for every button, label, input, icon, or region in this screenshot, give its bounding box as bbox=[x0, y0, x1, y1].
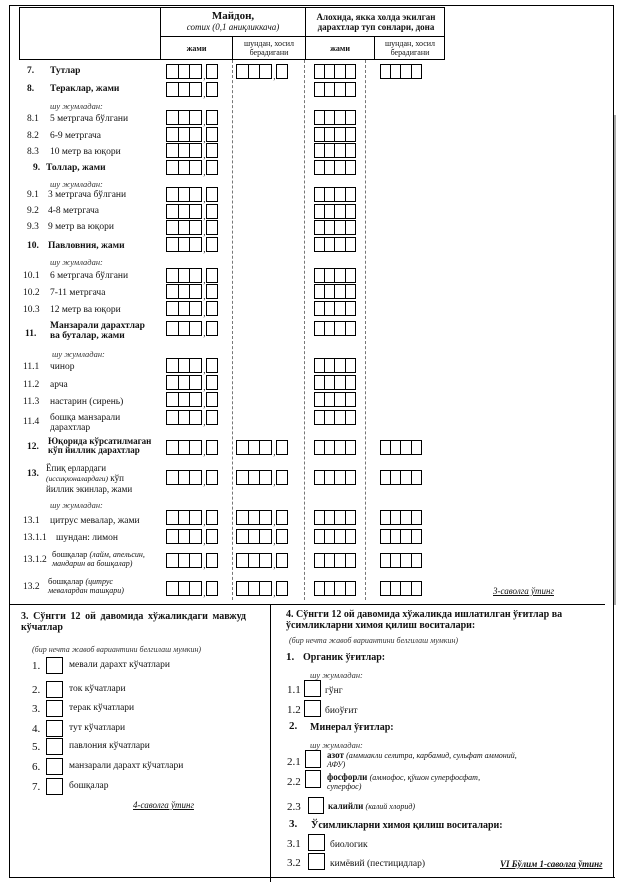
decimal-digit-box[interactable] bbox=[206, 358, 218, 373]
area-total-input[interactable] bbox=[166, 127, 218, 142]
row-label: чинор bbox=[50, 362, 75, 372]
digit-box[interactable] bbox=[189, 553, 202, 568]
decimal-comma: , bbox=[273, 536, 276, 546]
row-label: цитрус мевалар, жами bbox=[50, 516, 140, 526]
q3-option-checkbox[interactable] bbox=[46, 657, 63, 674]
row-label: шундан: лимон bbox=[56, 533, 118, 543]
checkbox-manure[interactable] bbox=[304, 680, 321, 697]
trees-total-input[interactable] bbox=[314, 410, 356, 425]
trees-total-input[interactable] bbox=[314, 143, 356, 158]
row-label: 6 метргача бўлгани bbox=[50, 271, 129, 281]
decimal-comma: , bbox=[203, 588, 206, 598]
decimal-digit-box[interactable] bbox=[206, 110, 218, 125]
digit-box[interactable] bbox=[345, 237, 357, 252]
area-total-input[interactable] bbox=[166, 510, 218, 525]
decimal-digit-box[interactable] bbox=[206, 64, 218, 79]
trees-total-input[interactable] bbox=[314, 321, 356, 336]
decimal-digit-box[interactable] bbox=[206, 470, 218, 485]
area-total-input[interactable] bbox=[166, 110, 218, 125]
decimal-digit-box[interactable] bbox=[206, 160, 218, 175]
area-total-input[interactable] bbox=[166, 553, 218, 568]
decimal-comma: , bbox=[273, 517, 276, 527]
goto-q4-link[interactable]: 4-саволга ўтинг bbox=[133, 800, 194, 810]
row-label: арча bbox=[50, 380, 68, 390]
decimal-digit-box[interactable] bbox=[206, 510, 218, 525]
trees-total-input[interactable] bbox=[314, 510, 356, 525]
option-number: 3. bbox=[32, 703, 41, 715]
digit-box[interactable] bbox=[189, 301, 202, 316]
digit-box[interactable] bbox=[189, 321, 202, 336]
decimal-comma: , bbox=[203, 560, 206, 570]
digit-box[interactable] bbox=[189, 510, 202, 525]
decimal-comma: , bbox=[203, 365, 206, 375]
q3-note: (бир нечта жавоб вариантини белгилаш мумкин) bbox=[32, 645, 202, 654]
row-label: бошқалар (лайм, апельсин, мандарин ва бошқалар) bbox=[52, 549, 145, 568]
option-number: 6. bbox=[32, 761, 41, 773]
area-total-input[interactable] bbox=[166, 220, 218, 235]
trees-fruiting-input[interactable] bbox=[380, 529, 422, 544]
trees-total-input[interactable] bbox=[314, 82, 356, 97]
area-total-input[interactable] bbox=[166, 321, 218, 336]
trees-total-input[interactable] bbox=[314, 529, 356, 544]
col-trees-fruiting: шундан, хосил берадигани bbox=[384, 39, 436, 57]
decimal-comma: , bbox=[203, 536, 206, 546]
decimal-digit-box[interactable] bbox=[276, 529, 288, 544]
row-label: Тутлар bbox=[50, 66, 81, 76]
area-fruiting-input[interactable] bbox=[236, 440, 288, 455]
table-header bbox=[19, 7, 445, 60]
row-label: Тераклар, жами bbox=[50, 84, 120, 94]
digit-box[interactable] bbox=[345, 553, 357, 568]
option-number: 5. bbox=[32, 741, 41, 753]
option-label: тут кўчатлари bbox=[69, 723, 126, 733]
goto-q3-link[interactable]: 3-саволга ўтинг bbox=[493, 586, 554, 596]
decimal-comma: , bbox=[203, 211, 206, 221]
trees-total-input[interactable] bbox=[314, 160, 356, 175]
area-fruiting-input[interactable] bbox=[236, 510, 288, 525]
option-number: 4. bbox=[32, 723, 41, 735]
area-total-input[interactable] bbox=[166, 358, 218, 373]
area-title: Майдон, bbox=[211, 10, 255, 22]
decimal-comma: , bbox=[203, 227, 206, 237]
digit-box[interactable] bbox=[411, 553, 423, 568]
option-number: 2. bbox=[32, 684, 41, 696]
digit-box[interactable] bbox=[345, 375, 357, 390]
decimal-digit-box[interactable] bbox=[206, 204, 218, 219]
digit-box[interactable] bbox=[259, 64, 272, 79]
digit-box[interactable] bbox=[259, 529, 272, 544]
digit-box[interactable] bbox=[345, 301, 357, 316]
digit-box[interactable] bbox=[345, 358, 357, 373]
decimal-comma: , bbox=[203, 117, 206, 127]
digit-box[interactable] bbox=[189, 187, 202, 202]
area-total-input[interactable] bbox=[166, 470, 218, 485]
decimal-digit-box[interactable] bbox=[206, 553, 218, 568]
decimal-digit-box[interactable] bbox=[276, 64, 288, 79]
trees-total-input[interactable] bbox=[314, 440, 356, 455]
decimal-digit-box[interactable] bbox=[206, 392, 218, 407]
digit-box[interactable] bbox=[189, 529, 202, 544]
trees-fruiting-input[interactable] bbox=[380, 510, 422, 525]
decimal-digit-box[interactable] bbox=[206, 268, 218, 283]
trees-total-input[interactable] bbox=[314, 204, 356, 219]
q4-protection-title: Ўсимликларни химоя қилиш воситалари: bbox=[311, 820, 503, 831]
decimal-digit-box[interactable] bbox=[206, 127, 218, 142]
decimal-comma: , bbox=[203, 517, 206, 527]
area-total-input[interactable] bbox=[166, 268, 218, 283]
trees-total-input[interactable] bbox=[314, 301, 356, 316]
row-label: 4-8 метргача bbox=[48, 206, 100, 216]
trees-total-input[interactable] bbox=[314, 187, 356, 202]
row-label: Ёпиқ ерлардаги (иссиқхоналардаги) кўп йиллик экинлар, жами bbox=[46, 463, 133, 494]
q3-option-checkbox[interactable] bbox=[46, 778, 63, 795]
row-label: 10 метр ва юқори bbox=[50, 147, 121, 157]
digit-box[interactable] bbox=[345, 529, 357, 544]
digit-box[interactable] bbox=[345, 82, 357, 97]
decimal-digit-box[interactable] bbox=[276, 470, 288, 485]
trees-fruiting-input[interactable] bbox=[380, 440, 422, 455]
decimal-comma: , bbox=[273, 477, 276, 487]
digit-box[interactable] bbox=[189, 470, 202, 485]
digit-box[interactable] bbox=[189, 392, 202, 407]
trees-total-input[interactable] bbox=[314, 553, 356, 568]
digit-box[interactable] bbox=[411, 470, 423, 485]
digit-box[interactable] bbox=[345, 187, 357, 202]
option-label: ток кўчатлари bbox=[69, 684, 126, 694]
trees-total-input[interactable] bbox=[314, 392, 356, 407]
decimal-digit-box[interactable] bbox=[206, 284, 218, 299]
q3-option-checkbox[interactable] bbox=[46, 681, 63, 698]
decimal-digit-box[interactable] bbox=[206, 237, 218, 252]
row-label: бошқалар (цитрус мевалардан ташқари) bbox=[48, 576, 124, 595]
decimal-comma: , bbox=[203, 244, 206, 254]
area-total-input[interactable] bbox=[166, 204, 218, 219]
digit-box[interactable] bbox=[345, 268, 357, 283]
area-fruiting-input[interactable] bbox=[236, 553, 288, 568]
checkbox-chemical[interactable] bbox=[308, 853, 325, 870]
q3-option-checkbox[interactable] bbox=[46, 758, 63, 775]
digit-box[interactable] bbox=[411, 64, 423, 79]
digit-box[interactable] bbox=[345, 321, 357, 336]
decimal-digit-box[interactable] bbox=[206, 321, 218, 336]
digit-box[interactable] bbox=[345, 440, 357, 455]
row-label: бошқа манзарали дарахтлар bbox=[50, 413, 121, 433]
digit-box[interactable] bbox=[345, 510, 357, 525]
trees-total-input[interactable] bbox=[314, 220, 356, 235]
trees-fruiting-input[interactable] bbox=[380, 553, 422, 568]
digit-box[interactable] bbox=[345, 392, 357, 407]
q3-option-checkbox[interactable] bbox=[46, 700, 63, 717]
checkbox-nitrogen[interactable] bbox=[305, 750, 321, 768]
area-fruiting-input[interactable] bbox=[236, 529, 288, 544]
digit-box[interactable] bbox=[189, 440, 202, 455]
trees-total-input[interactable] bbox=[314, 110, 356, 125]
digit-box[interactable] bbox=[189, 284, 202, 299]
digit-box[interactable] bbox=[189, 581, 202, 596]
decimal-digit-box[interactable] bbox=[206, 187, 218, 202]
area-fruiting-input[interactable] bbox=[236, 470, 288, 485]
decimal-comma: , bbox=[203, 134, 206, 144]
trees-total-input[interactable] bbox=[314, 581, 356, 596]
decimal-comma: , bbox=[203, 477, 206, 487]
q3-option-checkbox[interactable] bbox=[46, 738, 63, 755]
row-label: Юқорида кўрсатилмаган кўп йиллик дарахтлар bbox=[48, 436, 152, 455]
digit-box[interactable] bbox=[345, 284, 357, 299]
digit-box[interactable] bbox=[189, 143, 202, 158]
decimal-comma: , bbox=[273, 71, 276, 81]
decimal-comma: , bbox=[203, 167, 206, 177]
digit-box[interactable] bbox=[259, 510, 272, 525]
trees-total-input[interactable] bbox=[314, 358, 356, 373]
decimal-digit-box[interactable] bbox=[206, 301, 218, 316]
row-label: 5 метргача бўлгани bbox=[50, 114, 129, 124]
goto-section-vi-link[interactable]: VI Бўлим 1-саволга ўтинг bbox=[500, 859, 603, 869]
page-edge bbox=[614, 115, 616, 605]
trees-total-input[interactable] bbox=[314, 375, 356, 390]
row-label: настарин (сирень) bbox=[50, 397, 124, 407]
checkbox-biofertilizer[interactable] bbox=[304, 700, 321, 717]
option-label: терак кўчатлари bbox=[69, 703, 135, 713]
area-total-input[interactable] bbox=[166, 410, 218, 425]
area-total-input[interactable] bbox=[166, 284, 218, 299]
option-label: павлония кўчатлари bbox=[69, 741, 150, 751]
decimal-digit-box[interactable] bbox=[206, 143, 218, 158]
trees-total-input[interactable] bbox=[314, 284, 356, 299]
decimal-comma: , bbox=[203, 382, 206, 392]
digit-box[interactable] bbox=[345, 410, 357, 425]
digit-box[interactable] bbox=[411, 581, 423, 596]
trees-fruiting-input[interactable] bbox=[380, 581, 422, 596]
decimal-digit-box[interactable] bbox=[276, 440, 288, 455]
decimal-comma: , bbox=[203, 89, 206, 99]
row-label: 3 метргача бўлгани bbox=[48, 190, 127, 200]
decimal-comma: , bbox=[203, 275, 206, 285]
col-area-total: жами bbox=[186, 44, 207, 53]
digit-box[interactable] bbox=[189, 358, 202, 373]
area-unit: сотих (0,1 аниқликкача) bbox=[186, 22, 280, 32]
option-number: 7. bbox=[32, 781, 41, 793]
digit-box[interactable] bbox=[345, 581, 357, 596]
area-fruiting-input[interactable] bbox=[236, 581, 288, 596]
row-label: 6-9 метргача bbox=[50, 131, 102, 141]
trees-fruiting-input[interactable] bbox=[380, 470, 422, 485]
decimal-comma: , bbox=[203, 71, 206, 81]
decimal-digit-box[interactable] bbox=[206, 581, 218, 596]
trees-total-input[interactable] bbox=[314, 237, 356, 252]
decimal-digit-box[interactable] bbox=[206, 82, 218, 97]
digit-box[interactable] bbox=[189, 220, 202, 235]
decimal-digit-box[interactable] bbox=[206, 440, 218, 455]
q4-note: (бир нечта жавоб вариантини белгилаш мумкин) bbox=[289, 636, 459, 645]
digit-box[interactable] bbox=[189, 410, 202, 425]
option-label: манзарали дарахт кўчатлари bbox=[69, 761, 184, 771]
digit-box[interactable] bbox=[345, 204, 357, 219]
row-label: 7-11 метргача bbox=[50, 288, 106, 298]
digit-box[interactable] bbox=[411, 510, 423, 525]
option-label: мевали дарахт кўчатлари bbox=[69, 660, 170, 670]
trees-total-input[interactable] bbox=[314, 268, 356, 283]
area-total-input[interactable] bbox=[166, 581, 218, 596]
digit-box[interactable] bbox=[189, 64, 202, 79]
option-label: бошқалар bbox=[69, 781, 109, 791]
row-label: Павловния, жами bbox=[48, 241, 125, 251]
col-trees-total: жами bbox=[330, 44, 350, 53]
col-area-fruiting: шундан, хосил берадигани bbox=[243, 39, 295, 57]
trees-total-input[interactable] bbox=[314, 127, 356, 142]
trees-fruiting-input[interactable] bbox=[380, 64, 422, 79]
decimal-comma: , bbox=[203, 399, 206, 409]
trees-count-title: Алохида, якка холда экилган дарахтлар туп сонлари, дона bbox=[316, 12, 436, 32]
digit-box[interactable] bbox=[411, 529, 423, 544]
checkbox-biological[interactable] bbox=[308, 834, 325, 851]
digit-box[interactable] bbox=[345, 220, 357, 235]
area-total-input[interactable] bbox=[166, 143, 218, 158]
decimal-comma: , bbox=[203, 328, 206, 338]
digit-box[interactable] bbox=[345, 470, 357, 485]
decimal-comma: , bbox=[203, 308, 206, 318]
digit-box[interactable] bbox=[345, 64, 357, 79]
area-total-input[interactable] bbox=[166, 187, 218, 202]
trees-total-input[interactable] bbox=[314, 470, 356, 485]
decimal-comma: , bbox=[273, 560, 276, 570]
decimal-digit-box[interactable] bbox=[206, 375, 218, 390]
area-fruiting-input[interactable] bbox=[236, 64, 288, 79]
area-total-input[interactable] bbox=[166, 529, 218, 544]
q4-organic-title: Органик ўғитлар: bbox=[303, 652, 386, 663]
decimal-digit-box[interactable] bbox=[206, 529, 218, 544]
decimal-comma: , bbox=[273, 447, 276, 457]
option-number: 1. bbox=[32, 660, 41, 672]
checkbox-phosphorus[interactable] bbox=[305, 770, 321, 788]
decimal-digit-box[interactable] bbox=[276, 553, 288, 568]
area-total-input[interactable] bbox=[166, 237, 218, 252]
digit-box[interactable] bbox=[189, 110, 202, 125]
row-label: 12 метр ва юқори bbox=[50, 305, 121, 315]
digit-box[interactable] bbox=[259, 581, 272, 596]
area-total-input[interactable] bbox=[166, 375, 218, 390]
area-total-input[interactable] bbox=[166, 440, 218, 455]
row-label: Толлар, жами bbox=[46, 163, 106, 173]
decimal-digit-box[interactable] bbox=[206, 220, 218, 235]
q3-option-checkbox[interactable] bbox=[46, 720, 63, 737]
digit-box[interactable] bbox=[345, 143, 357, 158]
decimal-digit-box[interactable] bbox=[206, 410, 218, 425]
digit-box[interactable] bbox=[189, 127, 202, 142]
digit-box[interactable] bbox=[189, 160, 202, 175]
digit-box[interactable] bbox=[259, 470, 272, 485]
decimal-digit-box[interactable] bbox=[276, 510, 288, 525]
area-total-input[interactable] bbox=[166, 160, 218, 175]
digit-box[interactable] bbox=[189, 237, 202, 252]
decimal-comma: , bbox=[203, 417, 206, 427]
row-label: 9 метр ва юқори bbox=[48, 222, 114, 232]
decimal-comma: , bbox=[203, 194, 206, 204]
area-total-input[interactable] bbox=[166, 64, 218, 79]
checkbox-potassium[interactable] bbox=[308, 797, 324, 814]
area-total-input[interactable] bbox=[166, 301, 218, 316]
decimal-comma: , bbox=[203, 291, 206, 301]
area-total-input[interactable] bbox=[166, 82, 218, 97]
q4-mineral-title: Минерал ўғитлар: bbox=[310, 722, 394, 733]
decimal-digit-box[interactable] bbox=[276, 581, 288, 596]
digit-box[interactable] bbox=[345, 110, 357, 125]
digit-box[interactable] bbox=[189, 268, 202, 283]
decimal-comma: , bbox=[203, 447, 206, 457]
decimal-comma: , bbox=[273, 588, 276, 598]
area-total-input[interactable] bbox=[166, 392, 218, 407]
digit-box[interactable] bbox=[345, 160, 357, 175]
q3-title: 3. Сўнгги 12 ой давомида хўжаликдаги мавжуд кўчатлар bbox=[21, 611, 246, 633]
q4-title: 4. Сўнгги 12 ой давомида хўжаликда ишлатилган ўғитлар ва ўсимликларни химоя қилиш воситалари: bbox=[286, 609, 563, 631]
trees-total-input[interactable] bbox=[314, 64, 356, 79]
digit-box[interactable] bbox=[259, 440, 272, 455]
digit-box[interactable] bbox=[189, 82, 202, 97]
decimal-comma: , bbox=[203, 150, 206, 160]
digit-box[interactable] bbox=[345, 127, 357, 142]
digit-box[interactable] bbox=[411, 440, 423, 455]
row-label: Манзарали дарахтлар ва буталар, жами bbox=[50, 321, 145, 341]
digit-box[interactable] bbox=[189, 375, 202, 390]
digit-box[interactable] bbox=[189, 204, 202, 219]
digit-box[interactable] bbox=[259, 553, 272, 568]
